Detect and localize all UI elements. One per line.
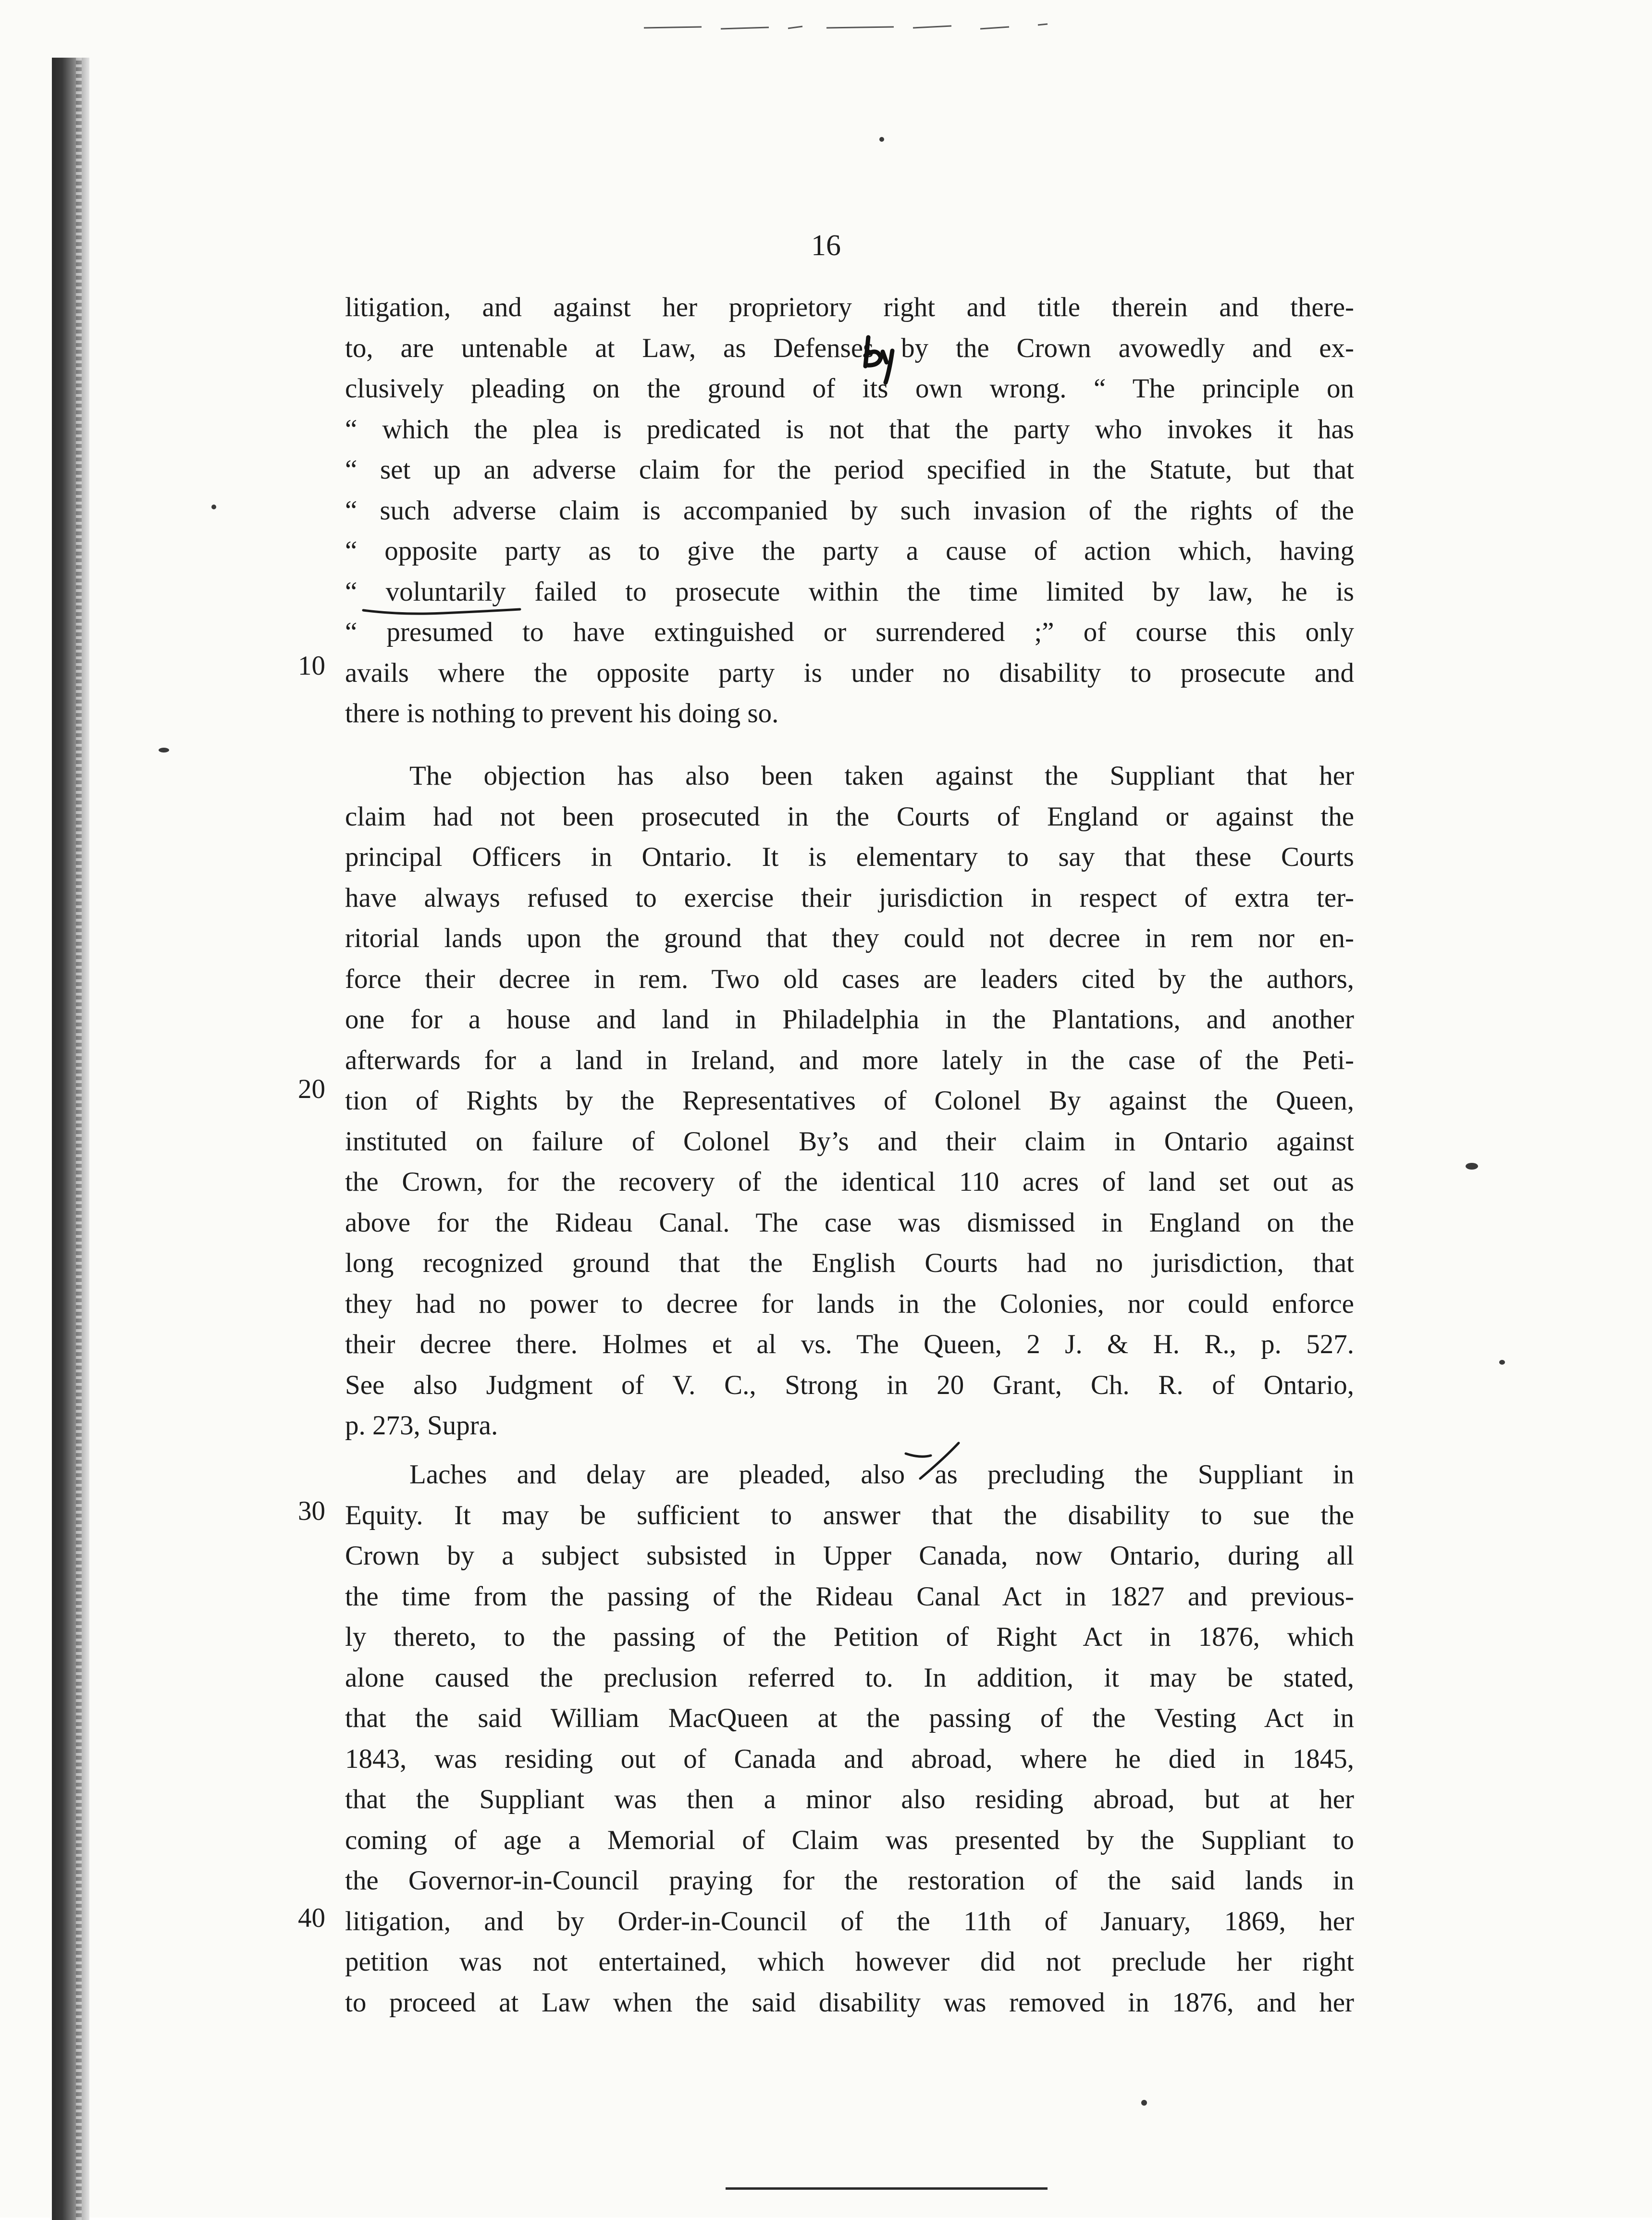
text-line: ly thereto, to the passing of the Petition of Right Act in 1876, which <box>345 1622 1354 1652</box>
text-line: principal Officers in Ontario. It is elementary to say that these Courts <box>345 842 1354 872</box>
paragraph-1 <box>345 287 1354 734</box>
text-line: 1843, was residing out of Canada and abroad, where he died in 1845, <box>345 1743 1354 1774</box>
text-line: the time from the passing of the Rideau Canal Act in 1827 and previous- <box>345 1581 1354 1612</box>
text-line: “ set up an adverse claim for the period specified in the Statute, but that <box>345 455 1354 485</box>
text-line: afterwards for a land in Ireland, and more lately in the case of the Peti- <box>345 1045 1354 1075</box>
page-speck <box>159 748 169 752</box>
text-line: avails where the opposite party is under no disability to prosecute and <box>345 657 1354 688</box>
text-line: “ which the plea is predicated is not that the party who invokes it has <box>345 414 1354 444</box>
text-line: their decree there. Holmes et al vs. The Queen, 2 J. & H. R., p. 527. <box>345 1329 1354 1359</box>
text-line: one for a house and land in Philadelphia in the Plantations, and another <box>345 1004 1354 1035</box>
text-line: long recognized ground that the English Courts had no jurisdiction, that <box>345 1248 1354 1278</box>
text-line: Laches and delay are pleaded, also as precluding the Suppliant in <box>409 1459 1354 1490</box>
text-line: See also Judgment of V. C., Strong in 20 Grant, Ch. R. of Ontario, <box>345 1369 1354 1400</box>
binding-edge <box>52 58 89 2220</box>
top-edge-marks <box>644 19 1067 33</box>
text-line: claim had not been prosecuted in the Courts of England or against the <box>345 801 1354 832</box>
text-line: ritorial lands upon the ground that they could not decree in rem nor en- <box>345 923 1354 953</box>
text-line: that the Suppliant was then a minor also residing abroad, but at her <box>345 1784 1354 1814</box>
text-line: the Governor-in-Council praying for the restoration of the said lands in <box>345 1865 1354 1896</box>
text-line: litigation, and against her proprietory right and title therein and there- <box>345 292 1354 322</box>
margin-line-number: 10 <box>298 651 325 681</box>
text-line: the Crown, for the recovery of the identical 110 acres of land set out as <box>345 1167 1354 1197</box>
text-line: above for the Rideau Canal. The case was dismissed in England on the <box>345 1207 1354 1238</box>
text-line: that the said William MacQueen at the passing of the Vesting Act in <box>345 1703 1354 1733</box>
paragraph-2 <box>345 756 1354 1446</box>
page-speck <box>1466 1163 1478 1170</box>
text-line: clusively pleading on the ground of its own wrong. “ The principle on <box>345 373 1354 404</box>
text-line: instituted on failure of Colonel By’s and their claim in Ontario against <box>345 1126 1354 1157</box>
paragraph-3 <box>345 1455 1354 2023</box>
bottom-rule <box>726 2187 1048 2190</box>
text-line: tion of Rights by the Representatives of Colonel By against the Queen, <box>345 1085 1354 1116</box>
text-line: to, are untenable at Law, as Defenses by the Crown avowedly and ex- <box>345 333 1354 363</box>
handwritten-correction-mark <box>858 333 898 385</box>
text-line: they had no power to decree for lands in the Colonies, nor could enforce <box>345 1288 1354 1319</box>
page-speck <box>1141 2100 1147 2106</box>
handwritten-stroke-mark <box>901 1439 968 1482</box>
margin-line-number: 30 <box>298 1496 325 1526</box>
margin-line-number: 40 <box>298 1903 325 1933</box>
text-line: force their decree in rem. Two old cases are leaders cited by the authors, <box>345 963 1354 994</box>
text-line: have always refused to exercise their jurisdiction in respect of extra ter- <box>345 882 1354 913</box>
page-speck <box>879 137 884 142</box>
text-line: “ voluntarily failed to prosecute within the time limited by law, he is <box>345 576 1354 607</box>
text-line: Equity. It may be sufficient to answer that the disability to sue the <box>345 1500 1354 1530</box>
text-line: The objection has also been taken against the Suppliant that her <box>409 761 1354 791</box>
text-line: “ such adverse claim is accompanied by such invasion of the rights of the <box>345 495 1354 526</box>
text-line: coming of age a Memorial of Claim was presented by the Suppliant to <box>345 1825 1354 1855</box>
text-line: “ opposite party as to give the party a cause of action which, having <box>345 536 1354 566</box>
page-speck <box>1499 1360 1505 1365</box>
margin-line-number: 20 <box>298 1074 325 1104</box>
handwritten-underline <box>361 606 522 617</box>
text-line: alone caused the preclusion referred to. In addition, it may be stated, <box>345 1662 1354 1693</box>
text-line: Crown by a subject subsisted in Upper Canada, now Ontario, during all <box>345 1541 1354 1571</box>
page-speck <box>211 505 216 509</box>
text-line: to proceed at Law when the said disability was removed in 1876, and her <box>345 1987 1354 2018</box>
text-line: there is nothing to prevent his doing so. <box>345 698 779 728</box>
text-line: “ presumed to have extinguished or surrendered ;” of course this only <box>345 617 1354 647</box>
page-number: 16 <box>811 229 841 262</box>
text-line: p. 273, Supra. <box>345 1410 498 1441</box>
text-line: litigation, and by Order-in-Council of the 11th of January, 1869, her <box>345 1906 1354 1936</box>
text-line: petition was not entertained, which however did not preclude her right <box>345 1947 1354 1977</box>
